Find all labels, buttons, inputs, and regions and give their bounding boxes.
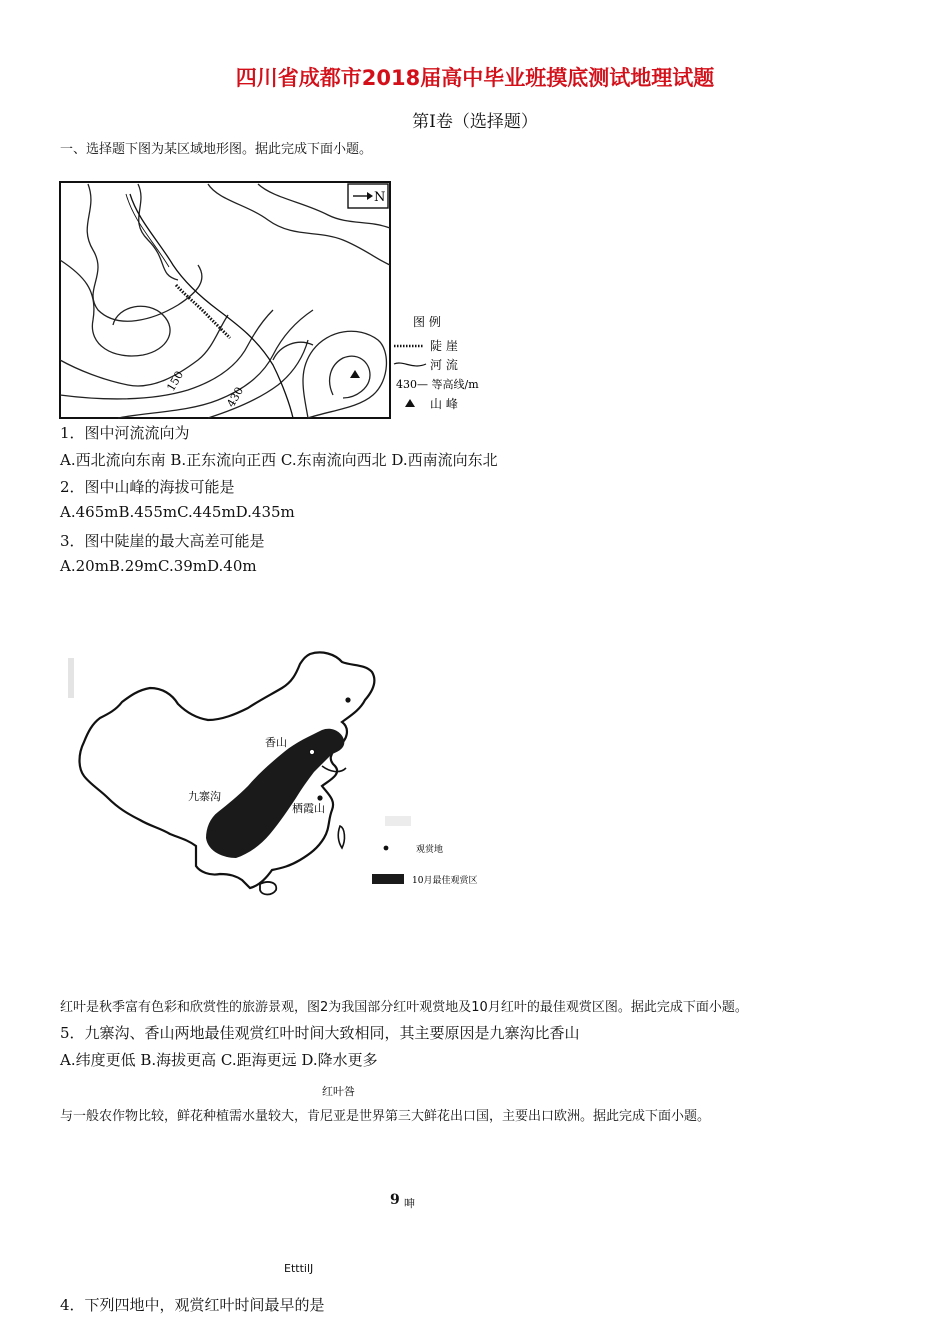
legend-site-label: 观赏地 bbox=[416, 845, 444, 855]
site-dot-xiangshan bbox=[309, 749, 314, 754]
contour-line bbox=[60, 315, 228, 386]
contour-label-430: 430 bbox=[224, 384, 247, 410]
question-3-options: A.20mB.29mC.39mD.40m bbox=[60, 557, 257, 575]
passage-red-leaves: 红叶是秋季富有色彩和欣赏性的旅游景观，图2为我国部分红叶观赏地及10月红叶的最佳观赏区图。据此完成下面小题。 bbox=[60, 1000, 748, 1015]
legend-cliff-label: 陡 崖 bbox=[430, 339, 458, 353]
section-intro: 一、选择题下图为某区域地形图。据此完成下面小题。 bbox=[60, 142, 373, 157]
question-1-options: A.西北流向东南 B.正东流向正西 C.东南流向西北 D.西南流向东北 bbox=[60, 451, 498, 469]
contour-line bbox=[118, 310, 313, 418]
hainan-island bbox=[260, 882, 276, 895]
contour-line bbox=[138, 184, 178, 280]
question-2-options: A.465mB.455mC.445mD.435m bbox=[60, 503, 295, 521]
topographic-map bbox=[58, 180, 503, 420]
north-label: N bbox=[374, 190, 386, 205]
legend-river-label: 河 流 bbox=[430, 358, 458, 372]
site-dot bbox=[345, 697, 350, 702]
section-subtitle: 第Ⅰ卷（选择题） bbox=[412, 112, 538, 132]
question-5-options: A.纬度更低 B.海拔更高 C.距海更远 D.降水更多 bbox=[60, 1051, 378, 1069]
contour-line bbox=[330, 356, 370, 398]
cliff bbox=[176, 285, 230, 338]
scan-mark bbox=[68, 658, 74, 698]
question-2-stem: 2．图中山峰的海拔可能是 bbox=[60, 478, 235, 496]
stray-char: 呻 bbox=[404, 1197, 415, 1210]
contour-line bbox=[60, 260, 170, 356]
legend-site-symbol bbox=[384, 846, 389, 851]
question-4-stem: 4．下列四地中，观赏红叶时间最早的是 bbox=[60, 1296, 325, 1314]
site-dot-qixiashan bbox=[317, 795, 322, 800]
label-jiuzhaigou: 九寨沟 bbox=[188, 790, 221, 803]
legend-river-symbol bbox=[394, 363, 426, 366]
legend-peak-label: 山 峰 bbox=[430, 397, 458, 411]
label-qixiashan: 栖霞山 bbox=[292, 802, 325, 815]
taiwan-island bbox=[338, 826, 344, 848]
legend-zone-symbol bbox=[372, 874, 404, 884]
contour-line bbox=[303, 331, 386, 418]
stray-text: EtttilJ bbox=[284, 1262, 314, 1275]
contour-label-150: 150 bbox=[164, 368, 187, 394]
legend-title: 图 例 bbox=[413, 315, 441, 329]
scan-mark bbox=[385, 816, 411, 826]
passage-kenya-flowers: 与一般农作物比较，鲜花种植需水量较大，肯尼亚是世界第三大鲜花出口国，主要出口欧洲。据此完成下面小题。 bbox=[60, 1109, 711, 1124]
stray-caption: 红叶咎 bbox=[322, 1085, 355, 1098]
contour-line bbox=[87, 184, 202, 321]
page-title: 四川省成都市2018届高中毕业班摸底测试地理试题 bbox=[235, 66, 715, 90]
china-red-leaf-map bbox=[60, 648, 500, 898]
legend-peak-symbol bbox=[405, 399, 415, 407]
river bbox=[130, 194, 293, 418]
question-1-stem: 1．图中河流流向为 bbox=[60, 424, 190, 442]
stray-number: 9 bbox=[390, 1192, 400, 1208]
question-5-stem: 5．九寨沟、香山两地最佳观赏红叶时间大致相同，其主要原因是九寨沟比香山 bbox=[60, 1024, 580, 1042]
contour-line bbox=[208, 340, 308, 418]
label-xiangshan: 香山 bbox=[265, 736, 287, 749]
map-frame bbox=[60, 182, 390, 418]
legend-zone-label: 10月最佳观赏区 bbox=[412, 876, 478, 886]
legend-contour-label: 430— 等高线/m bbox=[396, 378, 479, 391]
question-3-stem: 3．图中陡崖的最大高差可能是 bbox=[60, 532, 265, 550]
river-tributary bbox=[126, 194, 169, 267]
mountain-peak bbox=[350, 370, 360, 378]
